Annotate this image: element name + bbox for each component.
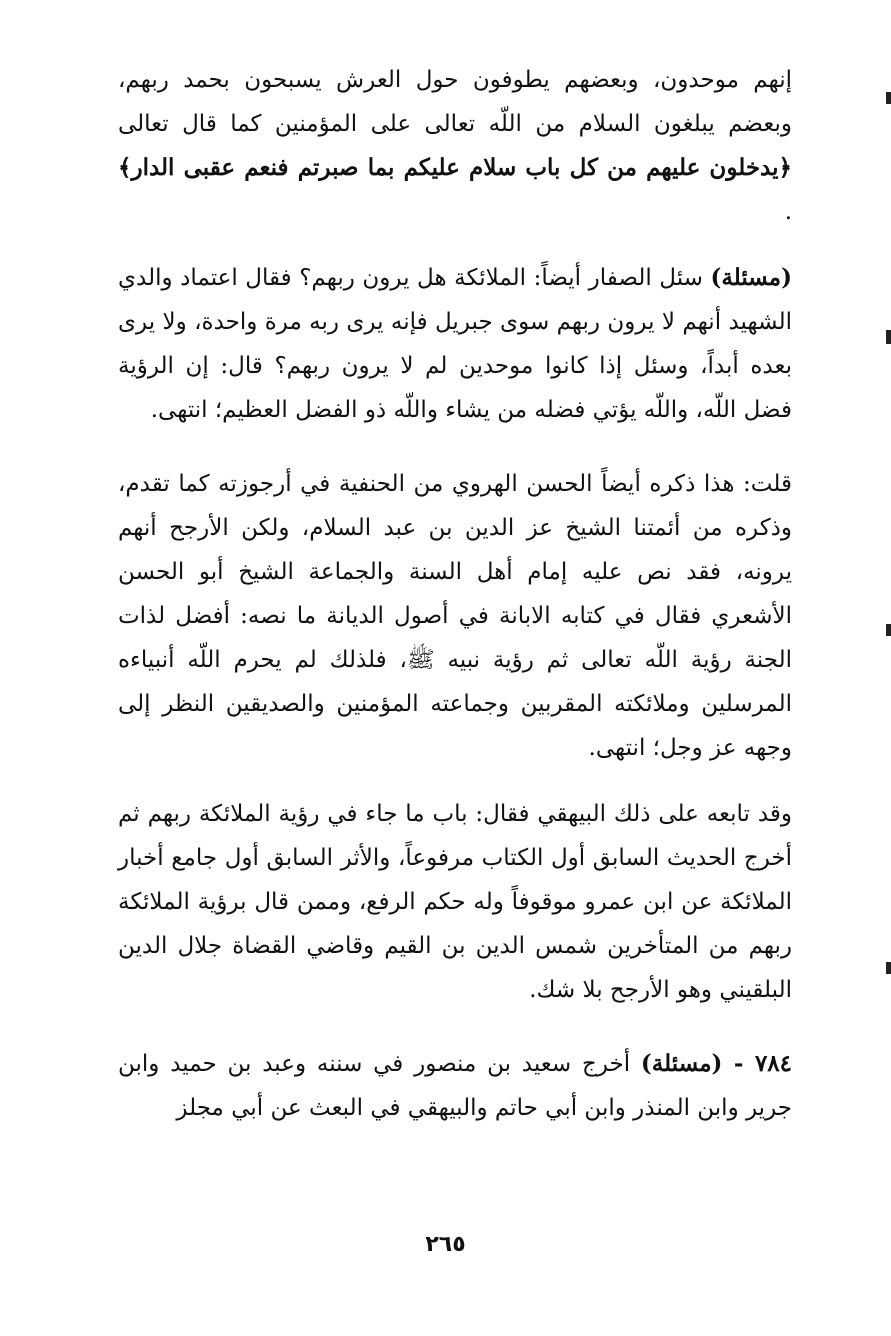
paragraph-5-lead: ٧٨٤ - (مسئلة) (640, 1050, 792, 1077)
quran-verse: ﴿يدخلون عليهم من كل باب سلام عليكم بما صبرتم فنعم عقبى الدار﴾ (118, 154, 792, 181)
edge-mark-2 (886, 330, 891, 344)
paragraph-2-lead: (مسئلة) (710, 264, 792, 291)
page-body (118, 58, 792, 1198)
paragraph-3-text: قلت: هذا ذكره أيضاً الحسن الهروي من الحنفية في أرجوزته كما تقدم، وذكره من أئمتنا الشيخ عز الدين بن عبد السلام، ولكن الأرجح أنهم يرونه، فقد نص عليه إمام أهل السنة والجماعة الشيخ أبو الحسن الأشعري فقال في كتابه الابانة في أصول الديانة ما نصه: أفضل لذات الجنة رؤية اللّه تعالى ثم رؤية نبيه ﷺ، فلذلك لم يحرم اللّه أنبياءه المرسلين وملائكته المقربين وجماعته المؤمنين والصديقين النظر إلى وجهه عز وجل؛ انتهى. (118, 471, 792, 761)
page-number: ٢٦٥ (425, 1232, 466, 1257)
edge-mark-3 (886, 624, 891, 636)
paragraph-5 (118, 1042, 792, 1130)
edge-mark-4 (886, 962, 891, 974)
paragraph-1 (118, 58, 792, 234)
paragraph-4-text: وقد تابعه على ذلك البيهقي فقال: باب ما جاء في رؤية الملائكة ربهم ثم أخرج الحديث السابق أول الكتاب مرفوعاً، والأثر السابق أول جامع أخبار الملائكة عن ابن عمرو موقوفاً وله حكم الرفع، وممن قال برؤية الملائكة ربهم من المتأخرين شمس الدين بن القيم وقاضي القضاة جلال الدين البلقيني وهو الأرجح بلا شك. (118, 801, 792, 1003)
paragraph-4 (118, 792, 792, 1012)
paragraph-2-text: سئل الصفار أيضاً: الملائكة هل يرون ربهم؟ فقال اعتماد والدي الشهيد أنهم لا يرون ربهم سوى جبريل فإنه يرى ربه مرة واحدة، ولا يرى بعده أبداً، وسئل إذا كانوا موحدين لم لا يرون ربهم؟ قال: إن الرؤية فضل اللّه، واللّه يؤتي فضله من يشاء واللّه ذو الفضل العظيم؛ انتهى. (118, 265, 792, 423)
paragraph-1-tail: . (784, 199, 792, 225)
paragraph-3 (118, 462, 792, 770)
paragraph-5-text: أخرج سعيد بن منصور في سننه وعبد بن حميد وابن جرير وابن المنذر وابن أبي حاتم والبيهقي في البعث عن أبي مجلز (118, 1051, 792, 1121)
paragraph-1-text: إنهم موحدون، وبعضهم يطوفون حول العرش يسبحون بحمد ربهم، وبعضم يبلغون السلام من اللّه تعالى على المؤمنين كما قال تعالى (118, 67, 792, 137)
paragraph-2 (118, 256, 792, 432)
edge-mark-1 (886, 92, 891, 104)
